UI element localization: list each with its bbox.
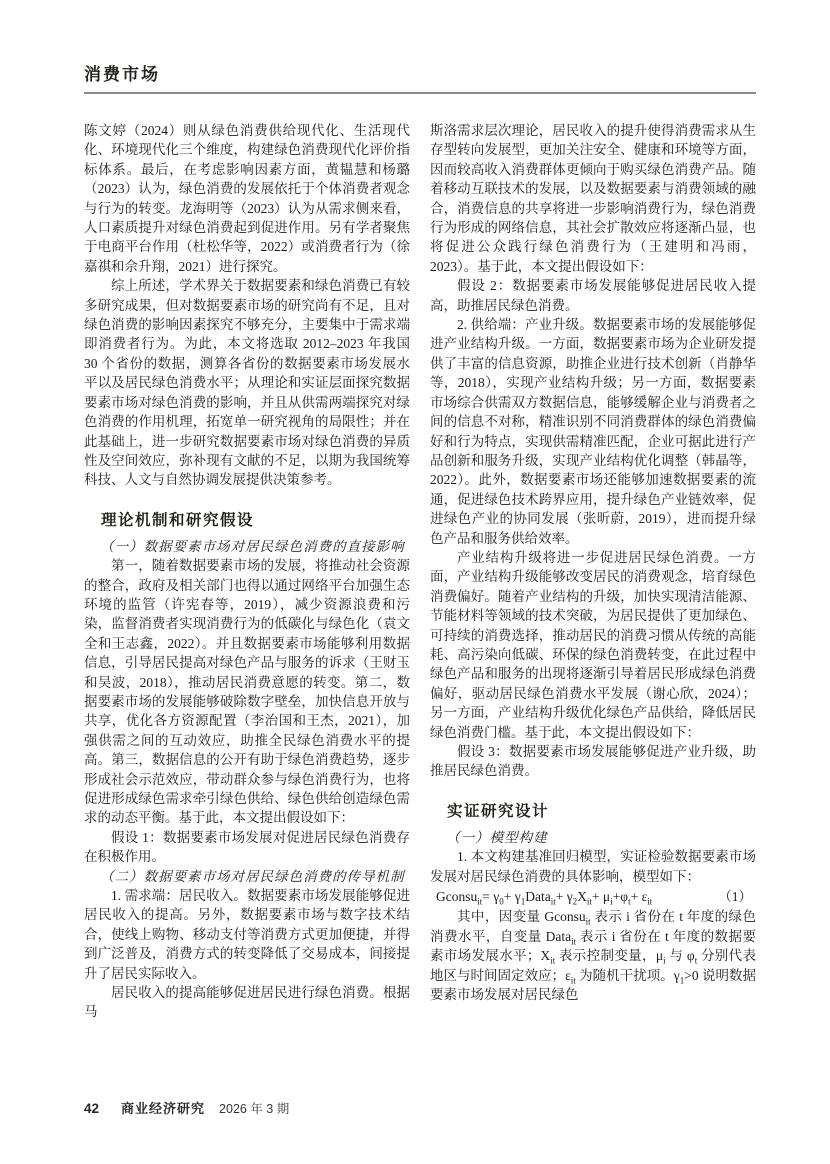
equation-1 bbox=[430, 887, 756, 906]
article-body bbox=[84, 121, 756, 1083]
page-number: 42 bbox=[84, 1101, 100, 1116]
header-divider bbox=[84, 92, 756, 94]
paragraph: 第一，随着数据要素市场的发展，将推动社会资源的整合，政府及相关部门也得以通过网络平台加强生态环境的监管（许宪春等，2019），减少资源浪费和污染，监督消费者实现消费行为的低碳化与绿色化（袁文全和王志鑫，2022）。并且数据要素市场能够利用数据信息，引导居民提高对绿色产品与服务的诉求（王财玉和吴波，2018），推动居民消费意愿的转变。第二，数据要素市场的发展能够破除数字壁垒，加快信息开放与共享，优化各方资源配置（李治国和王杰，2021），加强供需之间的互动效应，助推全民绿色消费水平的提高。第三，数据信息的公开有助于绿色消费趋势，逐步形成社会示范效应，带动群众参与绿色消费行为，也将促进形成绿色需求牵引绿色供给、绿色供给创造绿色需求的动态平衡。基于此，本文提出假设如下： bbox=[84, 558, 410, 826]
paragraph: 综上所述，学术界关于数据要素和绿色消费已有较多研究成果，但对数据要素市场的研究尚有不足，且对绿色消费的影响因素探究不够充分，主要集中于需求端即消费者行为。为此，本文将选取 2012–2023 年我国 30 个省份的数据，测算各省份的数据要素市场发展水平以及居民绿色消费水平；从理论和实证层面探究数据要素市场对绿色消费的影响，并且从供需两端探究对绿色消费的作用机理，拓宽单一研究视角的局限性；并在此基础上，进一步研究数据要素市场对绿色消费的异质性及空间效应，弥补现有文献的不足，以期为我国统筹科技、人文与自然协调发展提供决策参考。 bbox=[84, 278, 410, 488]
left-column bbox=[84, 121, 410, 1083]
paragraph: 其中，因变量 Gconsu$_{it}$ 表示 i 省份在 t 年度的绿色消费水平，自变量 Data$_{it}$ 表示 i 省份在 t 年度的数据要素市场发展水平；$X_{it}$ 表示控制变量，$\mu_i$ 与 $\varphi_t$ 分别代表地区与时间固定效应；$\varepsilon_{it}$ 为随机干扰项。$\gamma_1>0$ 说明数据要素市场发展对居民绿色 bbox=[430, 909, 756, 1003]
section-heading-empirical: 实证研究设计 bbox=[447, 802, 550, 820]
paragraph: 陈文婷（2024）则从绿色消费供给现代化、生活现代化、环境现代化三个维度，构建绿色消费现代化评价指标体系。最后，在考虑影响因素方面，黄韫慧和杨璐（2023）认为，绿色消费的发展依托于个体消费者观念与行为的转变。龙海明等（2023）认为从需求侧来看，人口素质提升对绿色消费起到促进作用。另有学者聚焦于电商平台作用（杜松华等，2022）或消费者行为（徐嘉祺和佘升翔，2021）进行探究。 bbox=[84, 123, 410, 274]
hypothesis-1: 假设 1：数据要素市场发展对促进居民绿色消费存在积极作用。 bbox=[84, 829, 410, 865]
paragraph: 2. 供给端：产业升级。数据要素市场的发展能够促进产业结构升级。一方面，数据要素市场为企业研发提供了丰富的信息资源，助推企业进行技术创新（肖静华等，2018），实现产业结构升级；另一方面，数据要素市场综合供需双方数据信息，能够缓解企业与消费者之间的信息不对称，精准识别不同消费群体的绿色消费偏好和行为特点，实现供需精准匹配，企业可据此进行产品创新和服务升级，实现产业结构优化调整（韩晶等，2022）。此外，数据要素市场还能够加速数据要素的流通，促进绿色技术跨界应用，提升绿色产业链效率，促进绿色产业的协同发展（张昕蔚，2019），进而提升绿色产品和服务供给效率。 bbox=[430, 317, 756, 546]
hypothesis-2: 假设 2：数据要素市场发展能够促进居民收入提高，助推居民绿色消费。 bbox=[430, 278, 756, 313]
journal-section-label: 消费市场 bbox=[84, 65, 160, 84]
paragraph: 1. 需求端：居民收入。数据要素市场发展能够促进居民收入的提高。另外，数据要素市场与数字技术结合，使线上购物、移动支付等消费方式更加便捷，并得到广泛普及，消费方式的转变降低了交易成本，间接提升了居民实际收入。 bbox=[84, 888, 410, 981]
section-heading-theory: 理论机制和研究假设 bbox=[101, 511, 255, 529]
paragraph: 居民收入的提高能够促进居民进行绿色消费。根据马 bbox=[84, 985, 410, 1020]
page-footer bbox=[84, 1098, 289, 1117]
equation-expression: Gconsu$_{it}$= $\gamma_0+$ $\gamma_1Data_{it}+ \gamma_2X_{it}+ \mu_i+\varphi_t+ \varepsilon_{it}$ bbox=[436, 889, 653, 907]
equation-number: （1） bbox=[718, 889, 752, 905]
paragraph: 1. 本文构建基准回归模型，实证检验数据要素市场发展对居民绿色消费的具体影响，模型如下： bbox=[430, 849, 756, 884]
issue-label: 2026 年 3 期 bbox=[219, 1102, 290, 1116]
paragraph: 斯洛需求层次理论，居民收入的提升使得消费需求从生存型转向发展型，更加关注安全、健康和环境等方面，因而较高收入消费群体更倾向于购买绿色消费产品。随着移动互联技术的发展，以及数据要素与消费领域的融合，消费信息的共享将进一步影响消费行为，绿色消费行为形成的网络信息，其社会扩散效应将逐渐凸显，也将促进公众践行绿色消费行为（王建明和冯雨，2023）。基于此，本文提出假设如下： bbox=[430, 123, 756, 274]
journal-name: 商业经济研究 bbox=[121, 1101, 206, 1116]
hypothesis-3: 假设 3：数据要素市场发展能够促进产业升级，助推居民绿色消费。 bbox=[430, 744, 756, 779]
subsection-heading: （二）数据要素市场对居民绿色消费的传导机制 bbox=[100, 868, 405, 884]
subsection-heading: （一）模型构建 bbox=[446, 829, 548, 845]
right-column bbox=[430, 121, 756, 1083]
subsection-heading: （一）数据要素市场对居民绿色消费的直接影响 bbox=[100, 538, 405, 554]
paragraph: 产业结构升级将进一步促进居民绿色消费。一方面，产业结构升级能够改变居民的消费观念，培育绿色消费偏好。随着产业结构的升级，加快实现清洁能源、节能材料等领域的技术突破，为居民提供了更加绿色、可持续的消费选择，推动居民的消费习惯从传统的高能耗、高污染向低碳、环保的绿色消费转变，在此过程中绿色产品和服务的出现将逐渐引导着居民形成绿色消费偏好，驱动居民绿色消费水平发展（谢心欣，2024）；另一方面，产业结构升级优化绿色产品供给，降低居民绿色消费门槛。基于此，本文提出假设如下： bbox=[430, 549, 756, 740]
